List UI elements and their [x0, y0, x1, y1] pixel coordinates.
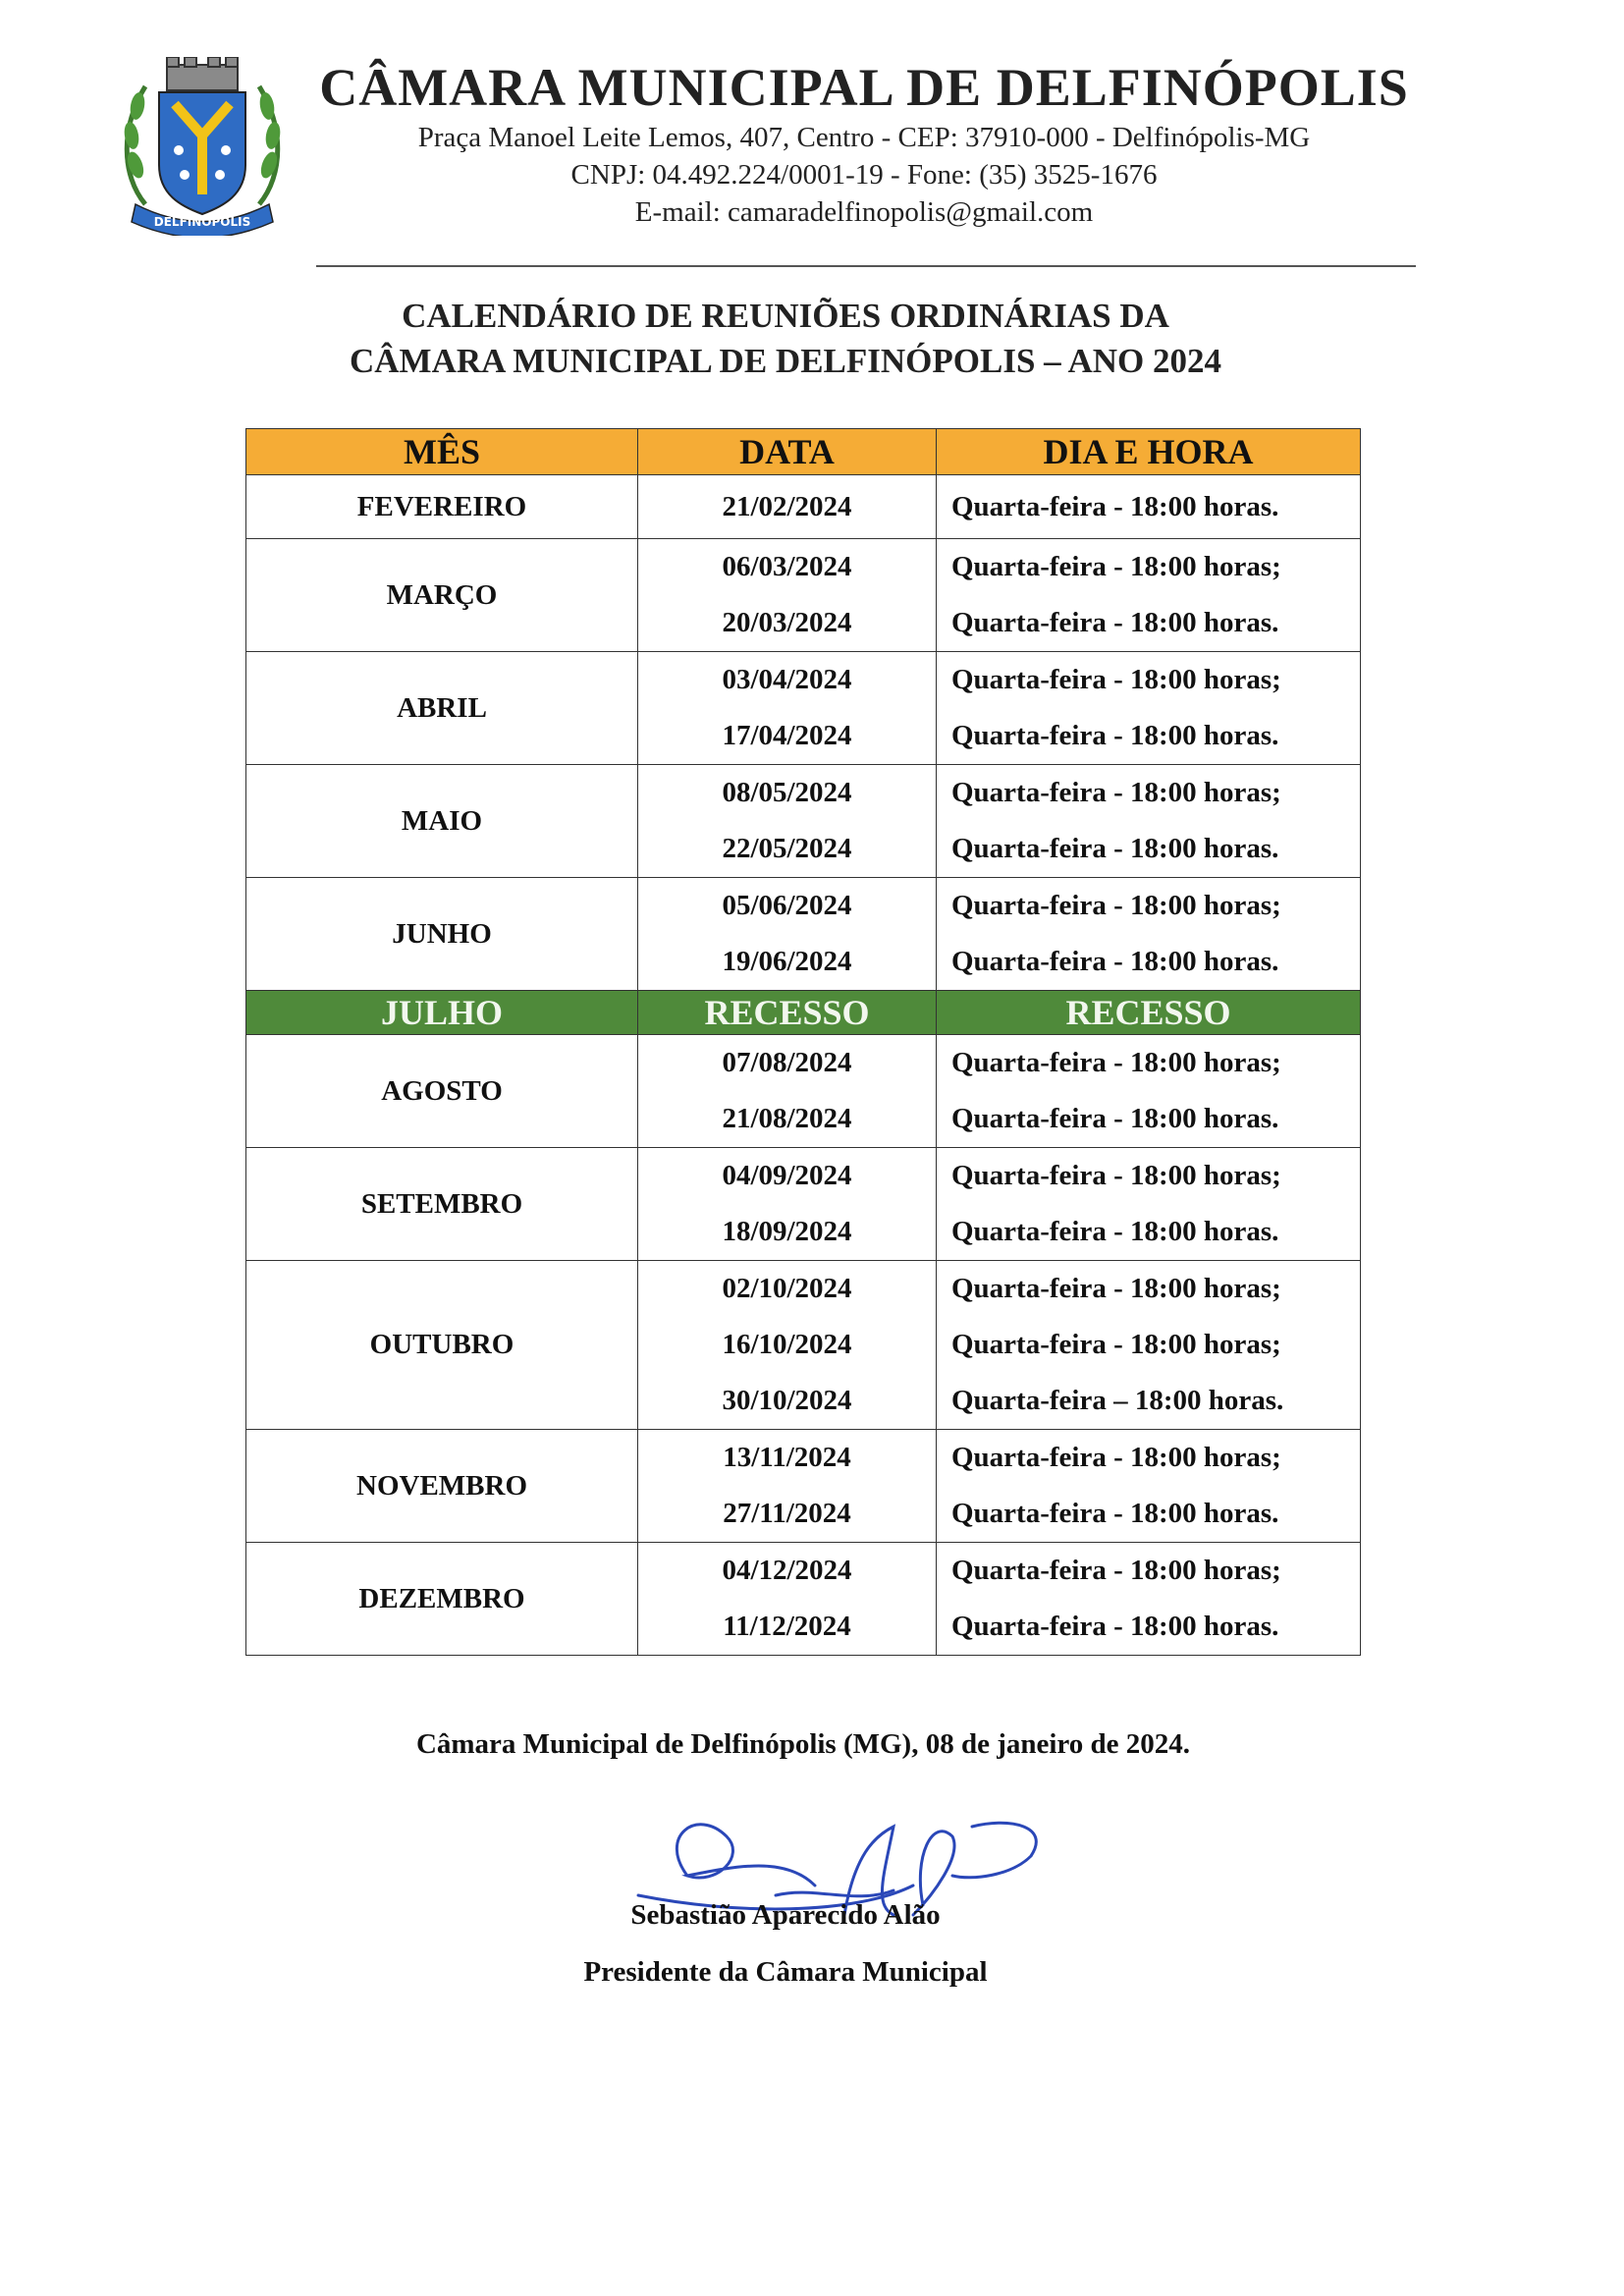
meeting-day-time: Quarta-feira – 18:00 horas. — [951, 1385, 1284, 1416]
calendar-body-first-half — [246, 475, 1361, 991]
organization-address: Praça Manoel Leite Lemos, 407, Centro - CEP: 37910-000 - Delfinópolis-MG — [417, 122, 1311, 153]
date-cell — [638, 765, 937, 878]
meeting-date: 21/02/2024 — [722, 491, 852, 522]
day-time-cell — [937, 1148, 1361, 1261]
document-title-line1: CALENDÁRIO DE REUNIÕES ORDINÁRIAS DA — [402, 297, 1169, 335]
month-cell: MARÇO — [246, 539, 638, 652]
meeting-date: 03/04/2024 — [722, 664, 852, 695]
table-row — [246, 878, 1361, 991]
meeting-date: 04/09/2024 — [722, 1160, 852, 1191]
meeting-date: 02/10/2024 — [722, 1273, 852, 1304]
month-cell: AGOSTO — [246, 1035, 638, 1148]
month-cell: NOVEMBRO — [246, 1430, 638, 1543]
municipal-crest-logo — [116, 57, 289, 236]
date-cell — [638, 1543, 937, 1656]
table-row — [246, 539, 1361, 652]
meeting-day-time: Quarta-feira - 18:00 horas; — [951, 551, 1281, 582]
date-cell — [638, 1430, 937, 1543]
meeting-day-time: Quarta-feira - 18:00 horas. — [951, 491, 1279, 522]
meeting-date: 13/11/2024 — [723, 1442, 851, 1473]
day-time-cell — [937, 878, 1361, 991]
day-time-cell — [937, 1430, 1361, 1543]
calendar-body-second-half — [246, 1035, 1361, 1656]
month-cell: ABRIL — [246, 652, 638, 765]
meeting-day-time: Quarta-feira - 18:00 horas. — [951, 607, 1279, 638]
month-cell: JUNHO — [246, 878, 638, 991]
meeting-date: 04/12/2024 — [722, 1555, 852, 1586]
meeting-date: 22/05/2024 — [722, 833, 852, 864]
meeting-date: 07/08/2024 — [722, 1047, 852, 1078]
crest-ribbon-text: DELFINÓPOLIS — [153, 215, 251, 229]
meeting-date: 05/06/2024 — [722, 890, 852, 921]
meeting-day-time: Quarta-feira - 18:00 horas; — [951, 1047, 1281, 1078]
organization-email: E-mail: camaradelfinopolis@gmail.com — [634, 196, 1094, 228]
meeting-date: 27/11/2024 — [723, 1498, 851, 1529]
meeting-day-time: Quarta-feira - 18:00 horas; — [951, 1442, 1281, 1473]
meeting-day-time: Quarta-feira - 18:00 horas. — [951, 1103, 1279, 1134]
footer-date-line: Câmara Municipal de Delfinópolis (MG), 08 de janeiro de 2024. — [415, 1728, 1191, 1760]
date-cell — [638, 878, 937, 991]
recess-row — [246, 991, 1361, 1035]
day-time-cell — [937, 1261, 1361, 1430]
month-cell: DEZEMBRO — [246, 1543, 638, 1656]
recess-date: RECESSO — [638, 991, 937, 1035]
column-header-date: DATA — [638, 429, 937, 475]
document-title-line2: CÂMARA MUNICIPAL DE DELFINÓPOLIS – ANO 2024 — [349, 342, 1222, 380]
meeting-day-time: Quarta-feira - 18:00 horas. — [951, 1498, 1279, 1529]
signer-name: Sebastião Aparecido Alão — [630, 1899, 941, 1931]
day-time-cell — [937, 765, 1361, 878]
meeting-date: 30/10/2024 — [722, 1385, 852, 1416]
meeting-day-time: Quarta-feira - 18:00 horas; — [951, 777, 1281, 808]
calendar-recess-body — [246, 991, 1361, 1035]
meeting-day-time: Quarta-feira - 18:00 horas; — [951, 1273, 1281, 1304]
date-cell — [638, 652, 937, 765]
day-time-cell — [937, 539, 1361, 652]
day-time-cell — [937, 1543, 1361, 1656]
meeting-date: 18/09/2024 — [722, 1216, 852, 1247]
date-cell — [638, 1261, 937, 1430]
table-row — [246, 1148, 1361, 1261]
table-header-row — [246, 429, 1361, 475]
meeting-date: 17/04/2024 — [722, 720, 852, 751]
month-cell: SETEMBRO — [246, 1148, 638, 1261]
meeting-day-time: Quarta-feira - 18:00 horas. — [951, 720, 1279, 751]
meeting-date: 21/08/2024 — [722, 1103, 852, 1134]
column-header-day-time: DIA E HORA — [937, 429, 1361, 475]
table-row — [246, 765, 1361, 878]
meeting-date: 19/06/2024 — [722, 946, 852, 977]
meeting-day-time: Quarta-feira - 18:00 horas; — [951, 1555, 1281, 1586]
meeting-day-time: Quarta-feira - 18:00 horas; — [951, 1160, 1281, 1191]
meeting-date: 20/03/2024 — [722, 607, 852, 638]
table-row — [246, 475, 1361, 539]
day-time-cell — [937, 1035, 1361, 1148]
column-header-month: MÊS — [246, 429, 638, 475]
table-row — [246, 652, 1361, 765]
header-divider — [316, 265, 1416, 267]
date-cell — [638, 475, 937, 539]
meeting-day-time: Quarta-feira - 18:00 horas; — [951, 664, 1281, 695]
month-cell: FEVEREIRO — [246, 475, 638, 539]
meeting-date: 08/05/2024 — [722, 777, 852, 808]
organization-cnpj-phone: CNPJ: 04.492.224/0001-19 - Fone: (35) 3525-1676 — [570, 159, 1158, 191]
table-row — [246, 1261, 1361, 1430]
meeting-day-time: Quarta-feira - 18:00 horas; — [951, 890, 1281, 921]
month-cell: OUTUBRO — [246, 1261, 638, 1430]
day-time-cell — [937, 475, 1361, 539]
organization-name: CÂMARA MUNICIPAL DE DELFINÓPOLIS — [319, 58, 1409, 117]
recess-month: JULHO — [246, 991, 638, 1035]
meetings-calendar-table — [245, 428, 1361, 1656]
meeting-date: 11/12/2024 — [723, 1611, 851, 1642]
meeting-date: 06/03/2024 — [722, 551, 852, 582]
day-time-cell — [937, 652, 1361, 765]
meeting-date: 16/10/2024 — [722, 1329, 852, 1360]
meeting-day-time: Quarta-feira - 18:00 horas. — [951, 833, 1279, 864]
date-cell — [638, 539, 937, 652]
signer-role: Presidente da Câmara Municipal — [583, 1956, 988, 1988]
month-cell: MAIO — [246, 765, 638, 878]
meeting-day-time: Quarta-feira - 18:00 horas; — [951, 1329, 1281, 1360]
table-row — [246, 1035, 1361, 1148]
table-row — [246, 1543, 1361, 1656]
date-cell — [638, 1035, 937, 1148]
meeting-day-time: Quarta-feira - 18:00 horas. — [951, 946, 1279, 977]
date-cell — [638, 1148, 937, 1261]
table-row — [246, 1430, 1361, 1543]
meeting-day-time: Quarta-feira - 18:00 horas. — [951, 1611, 1279, 1642]
recess-day-time: RECESSO — [937, 991, 1361, 1035]
meeting-day-time: Quarta-feira - 18:00 horas. — [951, 1216, 1279, 1247]
